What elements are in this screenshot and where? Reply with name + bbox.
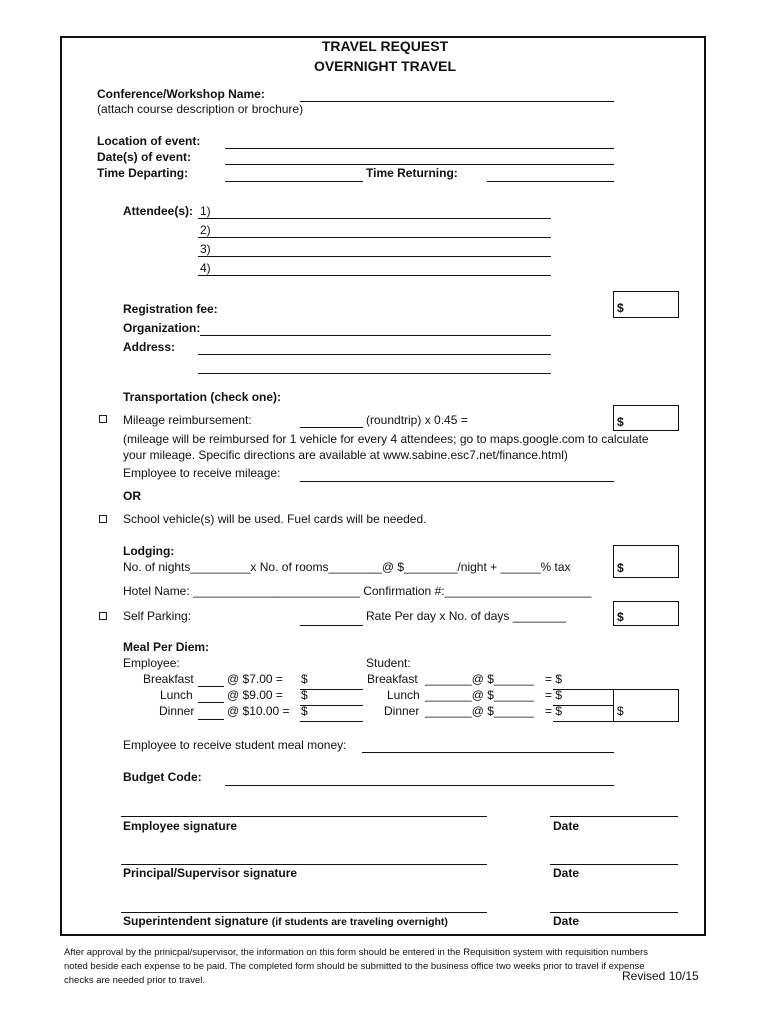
employee-meal-amount-field[interactable] (300, 721, 363, 722)
student-meal-money-field[interactable] (362, 752, 614, 753)
footer-note-1: After approval by the prinicpal/supervisor, the information on this form should be entered in the Requisition system with requisition numbers (64, 947, 649, 958)
revision-label: Revised 10/15 (622, 969, 699, 983)
budget-code-label: Budget Code: (123, 770, 202, 784)
mileage-label: Mileage reimbursement: (123, 413, 252, 427)
conference-name-label: Conference/Workshop Name: (97, 87, 265, 101)
or-label: OR (123, 489, 141, 503)
conference-note: (attach course description or brochure) (97, 102, 304, 116)
mileage-checkbox[interactable] (99, 415, 107, 423)
lodging-formula: No. of nights_________x No. of rooms________@ $________/night + ______% tax (123, 560, 571, 574)
registration-fee-box[interactable]: $ (613, 291, 679, 318)
employee-meal-amount-field[interactable] (300, 705, 363, 706)
student-meal-total: = $ (545, 704, 563, 718)
student-meal-amount-field[interactable] (553, 689, 614, 690)
student-meal-total: = $ (545, 672, 563, 686)
form-subtitle: OVERNIGHT TRAVEL (313, 58, 457, 74)
location-field[interactable] (225, 148, 614, 149)
attendees-label: Attendee(s): (123, 204, 194, 218)
budget-code-field[interactable] (225, 785, 614, 786)
employee-meal-currency: $ (301, 688, 308, 702)
dates-field[interactable] (225, 164, 614, 165)
meal-heading: Meal Per Diem: (123, 640, 210, 654)
self-parking-checkbox[interactable] (99, 612, 107, 620)
mileage-note-1: (mileage will be reimbursed for 1 vehicle for every 4 attendees; go to maps.google.com to calculate (123, 432, 649, 446)
student-meal-name: Breakfast (367, 672, 418, 686)
school-vehicle-checkbox[interactable] (99, 515, 107, 523)
employee-meal-count-field[interactable] (198, 719, 224, 720)
employee-meal-currency: $ (301, 704, 308, 718)
employee-meal-name: Dinner (159, 704, 195, 718)
date-label: Date (553, 914, 580, 928)
employee-meal-count-field[interactable] (198, 686, 224, 687)
form-title: TRAVEL REQUEST (321, 38, 449, 54)
address-field[interactable] (198, 354, 551, 355)
attendee-number: 1) (200, 204, 211, 218)
address-field-2[interactable] (198, 373, 551, 374)
time-departing-field[interactable] (225, 181, 363, 182)
employee-meal-amount-field[interactable] (300, 689, 363, 690)
date-label: Date (553, 866, 580, 880)
attendee-field[interactable] (198, 237, 551, 238)
employee-meal-rate: @ $9.00 = (227, 688, 283, 702)
employee-meals-label: Employee: (123, 656, 180, 670)
footer-note-3: checks are needed prior to travel. (64, 975, 205, 986)
student-meal-name: Lunch (387, 688, 420, 702)
footer-note-2: noted beside each expense to be paid. The completed form should be submitted to the business office two weeks prior to travel if expense (64, 961, 645, 972)
dates-label: Date(s) of event: (97, 150, 192, 164)
conference-name-field[interactable] (300, 101, 614, 102)
student-meal-money-label: Employee to receive student meal money: (123, 738, 347, 752)
employee-signature-line[interactable] (121, 816, 487, 817)
organization-label: Organization: (123, 321, 201, 335)
parking-amount-box[interactable]: $ (613, 601, 679, 626)
student-meal-rate: _______@ $______ (425, 704, 534, 718)
school-vehicle-label: School vehicle(s) will be used. Fuel cards will be needed. (123, 512, 427, 526)
principal-signature-line[interactable] (121, 864, 487, 865)
student-meal-total: = $ (545, 688, 563, 702)
time-returning-label: Time Returning: (366, 166, 458, 180)
mileage-calc: (roundtrip) x 0.45 = (366, 413, 468, 427)
superintendent-signature-label (123, 914, 448, 929)
student-meal-amount-field[interactable] (553, 721, 614, 722)
lodging-heading: Lodging: (123, 544, 175, 558)
mileage-note-2: your mileage. Specific directions are available at www.sabine.esc7.net/finance.html) (123, 448, 568, 462)
attendee-number: 4) (200, 261, 211, 275)
attendee-field[interactable] (198, 218, 551, 219)
self-parking-field[interactable] (300, 625, 363, 626)
transportation-heading: Transportation (check one): (123, 390, 282, 404)
principal-signature-label: Principal/Supervisor signature (123, 866, 298, 880)
attendee-field[interactable] (198, 256, 551, 257)
attendee-number: 3) (200, 242, 211, 256)
date-label: Date (553, 819, 580, 833)
self-parking-label: Self Parking: (123, 609, 192, 623)
student-meal-rate: _______@ $______ (425, 672, 534, 686)
employee-meal-name: Breakfast (143, 672, 194, 686)
superintendent-signature-text: Superintendent signature (123, 914, 269, 928)
employee-date-line[interactable] (550, 816, 678, 817)
lodging-amount-box[interactable]: $ (613, 545, 679, 578)
student-meals-label: Student: (366, 656, 411, 670)
parking-rate: Rate Per day x No. of days ________ (366, 609, 567, 623)
hotel-line[interactable]: Hotel Name: _________________________ Confirmation #:______________________ (123, 584, 592, 598)
employee-meal-currency: $ (301, 672, 308, 686)
time-returning-field[interactable] (487, 181, 614, 182)
student-meal-name: Dinner (384, 704, 420, 718)
employee-meal-count-field[interactable] (198, 702, 224, 703)
employee-signature-label: Employee signature (123, 819, 238, 833)
student-meal-rate: _______@ $______ (425, 688, 534, 702)
superintendent-signature-line[interactable] (121, 912, 487, 913)
mileage-amount-box[interactable]: $ (613, 405, 679, 431)
attendee-number: 2) (200, 223, 211, 237)
attendee-field[interactable] (198, 275, 551, 276)
address-label: Address: (123, 340, 176, 354)
organization-field[interactable] (200, 335, 551, 336)
registration-fee-label: Registration fee: (123, 302, 218, 316)
mileage-miles-field[interactable] (300, 427, 363, 428)
employee-mileage-label: Employee to receive mileage: (123, 466, 281, 480)
employee-meal-rate: @ $10.00 = (227, 704, 290, 718)
student-meal-amount-field[interactable] (553, 705, 614, 706)
location-label: Location of event: (97, 134, 201, 148)
superintendent-date-line[interactable] (550, 912, 678, 913)
principal-date-line[interactable] (550, 864, 678, 865)
superintendent-note: (if students are traveling overnight) (271, 916, 448, 928)
employee-mileage-field[interactable] (300, 481, 614, 482)
employee-meal-rate: @ $7.00 = (227, 672, 283, 686)
time-departing-label: Time Departing: (97, 166, 189, 180)
employee-meal-name: Lunch (160, 688, 193, 702)
meal-total-currency: $ (617, 704, 624, 718)
